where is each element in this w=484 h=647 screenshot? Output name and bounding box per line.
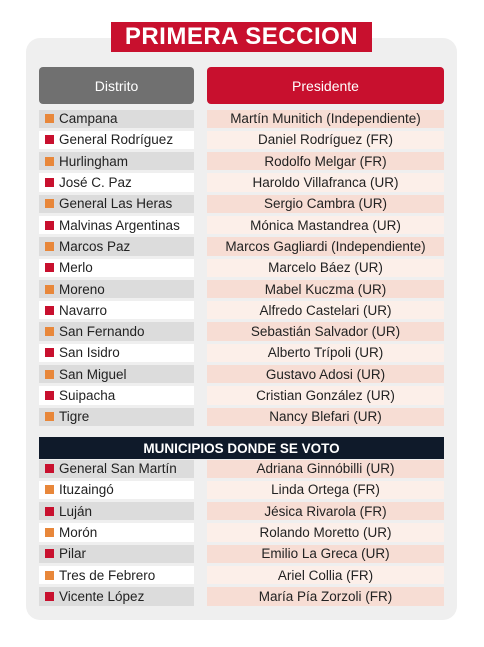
table-row	[39, 543, 444, 564]
marker-square-icon	[45, 285, 54, 294]
president-cell: Nancy Blefari (UR)	[207, 408, 444, 426]
table-row	[39, 364, 444, 385]
marker-square-icon	[45, 199, 54, 208]
president-cell: Cristian González (UR)	[207, 386, 444, 404]
table-row	[39, 300, 444, 321]
table-row	[39, 214, 444, 235]
marker-square-icon	[45, 464, 54, 473]
marker-square-icon	[45, 135, 54, 144]
district-name: Morón	[59, 525, 98, 541]
table-row	[39, 342, 444, 363]
president-cell: Ariel Collia (FR)	[207, 566, 444, 584]
district-name: San Miguel	[59, 366, 127, 382]
marker-square-icon	[45, 507, 54, 516]
marker-square-icon	[45, 391, 54, 400]
section2-list	[39, 458, 444, 607]
president-cell: Mabel Kuczma (UR)	[207, 280, 444, 298]
marker-square-icon	[45, 592, 54, 601]
table-row	[39, 458, 444, 479]
president-cell: Marcos Gagliardi (Independiente)	[207, 237, 444, 255]
district-cell	[39, 110, 194, 128]
district-cell	[39, 566, 194, 584]
district-name: General San Martín	[59, 461, 177, 477]
president-cell: Alfredo Castelari (UR)	[207, 301, 444, 319]
table-row	[39, 129, 444, 150]
district-cell	[39, 131, 194, 149]
president-cell: Sebastián Salvador (UR)	[207, 322, 444, 340]
marker-square-icon	[45, 114, 54, 123]
marker-square-icon	[45, 549, 54, 558]
president-cell: Haroldo Villafranca (UR)	[207, 173, 444, 191]
president-cell: Alberto Trípoli (UR)	[207, 344, 444, 362]
table-row	[39, 479, 444, 500]
president-cell: Adriana Ginnóbilli (UR)	[207, 460, 444, 478]
president-cell: Linda Ortega (FR)	[207, 481, 444, 499]
president-cell: Emilio La Greca (UR)	[207, 545, 444, 563]
header-president: Presidente	[207, 67, 444, 104]
district-cell	[39, 545, 194, 563]
district-cell	[39, 481, 194, 499]
president-cell: Daniel Rodríguez (FR)	[207, 131, 444, 149]
district-cell	[39, 322, 194, 340]
marker-square-icon	[45, 221, 54, 230]
district-name: Tres de Febrero	[59, 567, 156, 583]
table-row	[39, 586, 444, 607]
marker-square-icon	[45, 528, 54, 537]
table-row	[39, 406, 444, 427]
table-row	[39, 564, 444, 585]
president-cell: Rodolfo Melgar (FR)	[207, 152, 444, 170]
district-name: General Las Heras	[59, 196, 173, 212]
president-cell: Gustavo Adosi (UR)	[207, 365, 444, 383]
table-row	[39, 385, 444, 406]
table-row	[39, 193, 444, 214]
district-name: Merlo	[59, 260, 93, 276]
president-cell: Jésica Rivarola (FR)	[207, 502, 444, 520]
district-name: Marcos Paz	[59, 238, 131, 254]
district-cell	[39, 502, 194, 520]
district-cell	[39, 152, 194, 170]
table-row	[39, 151, 444, 172]
district-cell	[39, 195, 194, 213]
district-name: Suipacha	[59, 388, 116, 403]
marker-square-icon	[45, 263, 54, 272]
marker-square-icon	[45, 412, 54, 421]
district-name: Campana	[59, 111, 118, 127]
district-cell	[39, 237, 194, 255]
district-cell	[39, 408, 194, 426]
table-row	[39, 522, 444, 543]
table-row	[39, 172, 444, 193]
district-cell	[39, 344, 194, 362]
district-cell	[39, 460, 194, 478]
marker-square-icon	[45, 485, 54, 494]
district-cell	[39, 301, 194, 319]
section1-list	[39, 108, 444, 427]
district-cell	[39, 587, 194, 605]
marker-square-icon	[45, 178, 54, 187]
district-cell	[39, 365, 194, 383]
section2-title: MUNICIPIOS DONDE SE VOTO	[39, 437, 444, 459]
president-cell: Sergio Cambra (UR)	[207, 195, 444, 213]
district-cell	[39, 216, 194, 234]
district-cell	[39, 280, 194, 298]
table-row	[39, 501, 444, 522]
president-cell: Rolando Moretto (UR)	[207, 523, 444, 541]
district-name: Luján	[59, 503, 93, 519]
header-district: Distrito	[39, 67, 194, 104]
district-name: Pilar	[59, 546, 87, 562]
district-cell	[39, 173, 194, 191]
district-name: Moreno	[59, 281, 105, 297]
marker-square-icon	[45, 306, 54, 315]
district-name: San Isidro	[59, 345, 120, 361]
district-name: General Rodríguez	[59, 132, 174, 148]
district-name: Malvinas Argentinas	[59, 217, 180, 233]
district-name: Vicente López	[59, 588, 145, 604]
district-cell	[39, 523, 194, 541]
president-cell: Mónica Mastandrea (UR)	[207, 216, 444, 234]
president-cell: María Pía Zorzoli (FR)	[207, 587, 444, 605]
marker-square-icon	[45, 327, 54, 336]
district-name: Tigre	[59, 409, 90, 425]
president-cell: Martín Munitich (Independiente)	[207, 110, 444, 128]
marker-square-icon	[45, 157, 54, 166]
table-row	[39, 108, 444, 129]
president-cell: Marcelo Báez (UR)	[207, 259, 444, 277]
district-cell	[39, 386, 194, 404]
district-name: San Fernando	[59, 324, 145, 340]
marker-square-icon	[45, 370, 54, 379]
table-row	[39, 236, 444, 257]
district-cell	[39, 259, 194, 277]
table-row	[39, 321, 444, 342]
marker-square-icon	[45, 242, 54, 251]
district-name: Navarro	[59, 302, 108, 318]
marker-square-icon	[45, 348, 54, 357]
district-name: José C. Paz	[59, 175, 132, 191]
district-name: Hurlingham	[59, 153, 129, 169]
page-title: PRIMERA SECCION	[111, 22, 372, 52]
marker-square-icon	[45, 571, 54, 580]
district-name: Ituzaingó	[59, 482, 114, 498]
table-row	[39, 257, 444, 278]
table-row	[39, 278, 444, 299]
